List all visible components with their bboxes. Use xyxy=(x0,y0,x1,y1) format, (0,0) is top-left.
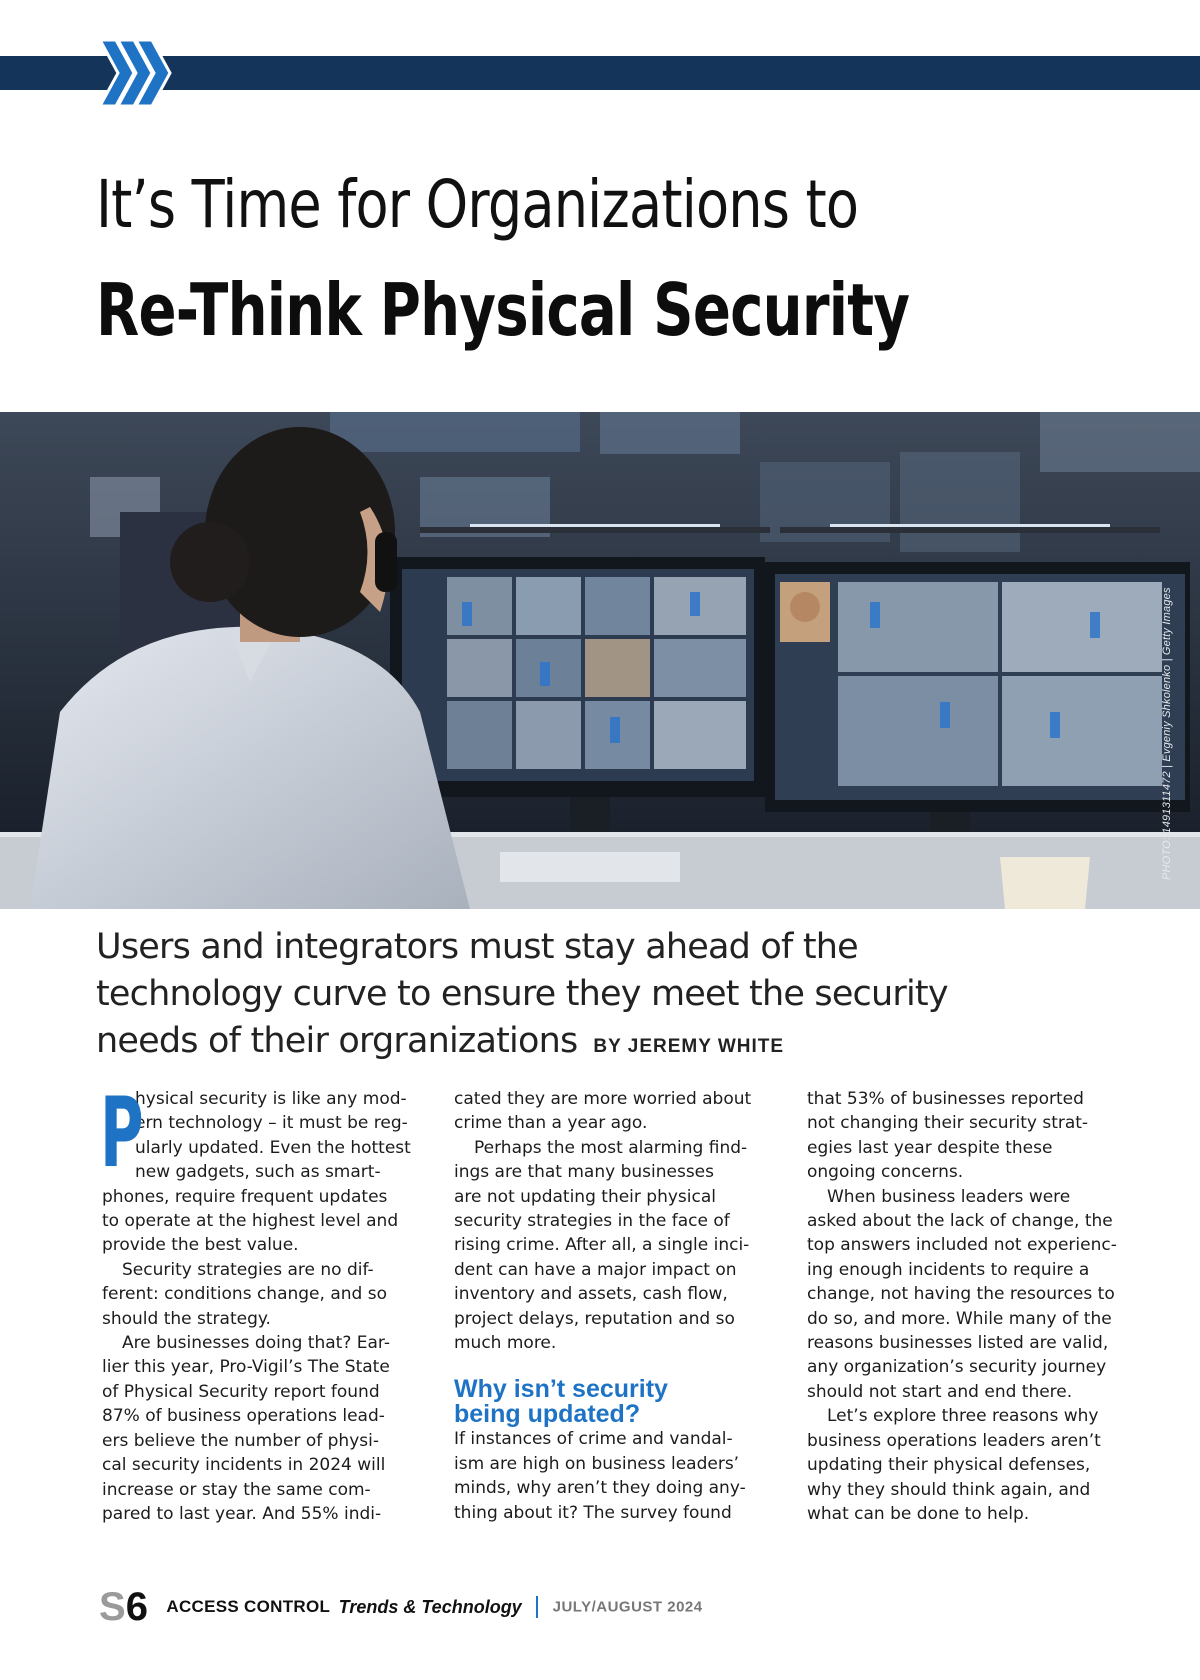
text-line: new gadgets, such as smart- xyxy=(135,1162,381,1183)
text-line: why they should think again, and xyxy=(807,1479,1091,1500)
article-subhead xyxy=(96,924,1156,1070)
text-line: not changing their security strat- xyxy=(807,1113,1089,1134)
subhead-line-text: needs of their orgranizations xyxy=(96,1021,578,1061)
body-column-3 xyxy=(807,1087,1122,1526)
text-line: that 53% of businesses reported xyxy=(807,1089,1084,1109)
publication-name: ACCESS CONTROL xyxy=(166,1597,331,1616)
text-line: egies last year despite these xyxy=(807,1137,1053,1158)
section-heading-line: being updated? xyxy=(454,1400,641,1429)
text-line: change, not having the resources to xyxy=(807,1284,1115,1305)
text-line: ers believe the number of physi- xyxy=(102,1430,379,1451)
text-line: Let’s explore three reasons why xyxy=(827,1406,1099,1427)
byline: BY JEREMY WHITE xyxy=(593,1036,785,1057)
text-line: project delays, reputation and so xyxy=(454,1308,735,1329)
text-line: provide the best value. xyxy=(102,1235,299,1256)
article-headline xyxy=(96,150,1176,360)
text-line: cal security incidents in 2024 will xyxy=(102,1455,386,1476)
text-line: top answers included not experienc- xyxy=(807,1235,1117,1256)
text-line: of Physical Security report found xyxy=(102,1381,380,1402)
text-line: Are businesses doing that? Ear- xyxy=(122,1333,390,1354)
folio-prefix: S xyxy=(99,1585,126,1629)
subhead-line xyxy=(96,1018,1156,1070)
text-line: rising crime. After all, a single inci- xyxy=(454,1235,750,1256)
publication-subtitle: Trends & Technology xyxy=(338,1596,522,1617)
section-heading-line: Why isn’t security xyxy=(454,1375,668,1404)
text-line: minds, why aren’t they doing any- xyxy=(454,1478,746,1499)
text-line: ism are high on business leaders’ xyxy=(454,1453,740,1474)
text-line: hysical security is like any mod- xyxy=(135,1089,407,1109)
chevron-arrows-icon xyxy=(96,38,176,108)
text-line: phones, require frequent updates xyxy=(102,1186,388,1207)
text-line: ongoing concerns. xyxy=(807,1162,964,1183)
text-line: Perhaps the most alarming find- xyxy=(474,1137,748,1158)
text-line: should not start and end there. xyxy=(807,1381,1073,1402)
text-line: security strategies in the face of xyxy=(454,1211,730,1232)
text-line: to operate at the highest level and xyxy=(102,1211,399,1232)
text-line: ing enough incidents to require a xyxy=(807,1259,1090,1280)
dropcap-paragraph xyxy=(100,1077,417,1189)
text-line: increase or stay the same com- xyxy=(102,1479,371,1500)
issue-date: JULY/AUGUST 2024 xyxy=(552,1598,703,1616)
text-line: asked about the lack of change, the xyxy=(807,1211,1113,1232)
text-line: ings are that many businesses xyxy=(454,1162,714,1183)
text-line: much more. xyxy=(454,1333,557,1354)
text-line: pared to last year. And 55% indi- xyxy=(102,1503,382,1524)
text-line: should the strategy. xyxy=(102,1308,271,1329)
section-heading xyxy=(454,1377,769,1427)
page-footer xyxy=(99,1582,703,1632)
subhead-line: Users and integrators must stay ahead of the xyxy=(96,927,858,967)
text-line: When business leaders were xyxy=(827,1186,1071,1207)
text-line: updating their physical defenses, xyxy=(807,1455,1091,1476)
text-line: ferent: conditions change, and so xyxy=(102,1284,387,1305)
text-line: business operations leaders aren’t xyxy=(807,1430,1101,1451)
text-line: ern technology – it must be reg- xyxy=(135,1113,408,1134)
text-line: thing about it? The survey found xyxy=(454,1502,732,1523)
text-line: dent can have a major impact on xyxy=(454,1259,737,1280)
headline-line-1: It’s Time for Organizations to xyxy=(96,166,859,243)
text-line: any organization’s security journey xyxy=(807,1357,1107,1378)
text-line: inventory and assets, cash flow, xyxy=(454,1284,728,1305)
text-line: what can be done to help. xyxy=(807,1503,1030,1524)
subhead-line: technology curve to ensure they meet the security xyxy=(96,974,948,1014)
headline-line-2: Re-Think Physical Security xyxy=(96,268,910,352)
text-line: lier this year, Pro-Vigil’s The State xyxy=(102,1357,390,1378)
drop-cap: P xyxy=(100,1077,144,1189)
text-line: Security strategies are no dif- xyxy=(122,1259,374,1280)
photo-credit: PHOTO: 1491311472 | Evgeniy Shkolenko | Getty Images xyxy=(1161,587,1173,880)
text-line: 87% of business operations lead- xyxy=(102,1406,385,1427)
header-bar xyxy=(0,56,1200,90)
text-line: crime than a year ago. xyxy=(454,1113,648,1134)
folio-number: 6 xyxy=(125,1585,148,1629)
body-column-1 xyxy=(100,1077,417,1526)
text-line: cated they are more worried about xyxy=(454,1089,752,1109)
text-line: ularly updated. Even the hottest xyxy=(135,1137,411,1158)
text-line: do so, and more. While many of the xyxy=(807,1308,1112,1329)
body-column-2 xyxy=(454,1087,769,1525)
text-line: If instances of crime and vandal- xyxy=(454,1429,733,1450)
footer-divider xyxy=(536,1596,538,1618)
text-line: reasons businesses listed are valid, xyxy=(807,1333,1109,1354)
text-line: are not updating their physical xyxy=(454,1186,716,1207)
hero-photo xyxy=(0,412,1200,909)
